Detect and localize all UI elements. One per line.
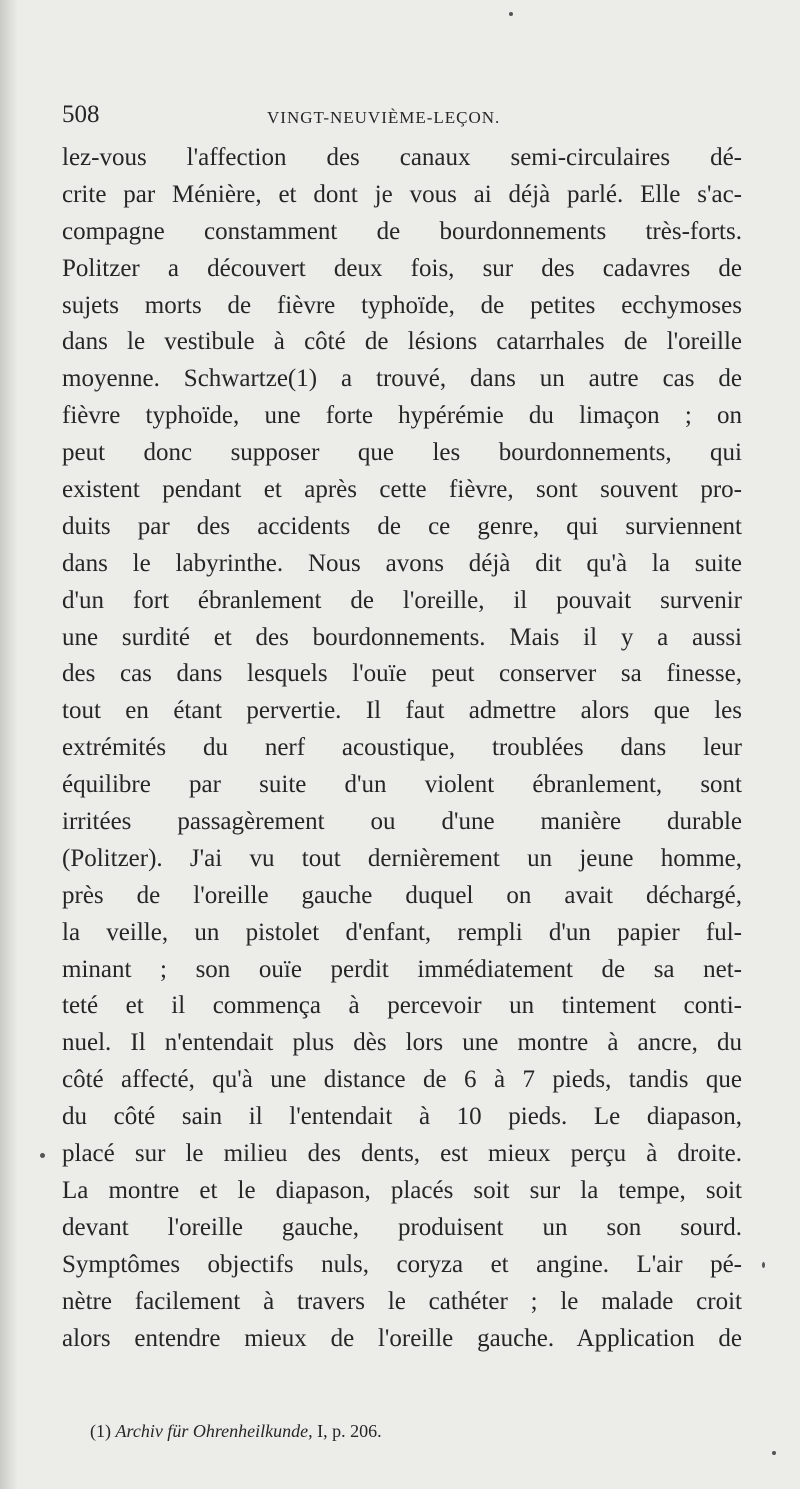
text-line: nuel. Il n'entendait plus dès lors une montre à ancre, du xyxy=(62,1029,742,1057)
text-line: Politzer a découvert deux fois, sur des cadavres de xyxy=(62,254,742,282)
text-line: dans le vestibule à côté de lésions catarrhales de l'oreille xyxy=(62,328,742,356)
text-line: La montre et le diapason, placés soit sur la tempe, soit xyxy=(62,1176,742,1204)
text-line: (Politzer). J'ai vu tout dernièrement un jeune homme, xyxy=(62,844,742,872)
text-line: minant ; son ouïe perdit immédiatement de sa net- xyxy=(62,955,742,983)
text-line: nètre facilement à travers le cathéter ; le malade croit xyxy=(62,1287,742,1315)
scan-speck xyxy=(762,1262,765,1268)
text-line: alors entendre mieux de l'oreille gauche. Application de xyxy=(62,1324,742,1352)
text-line: fièvre typhoïde, une forte hypérémie du limaçon ; on xyxy=(62,402,742,430)
page-number: 508 xyxy=(62,101,100,128)
text-line: irritées passagèrement ou d'une manière durable xyxy=(62,808,742,836)
text-line: sujets morts de fièvre typhoïde, de petites ecchymoses xyxy=(62,291,742,319)
text-line: placé sur le milieu des dents, est mieux perçu à droite. xyxy=(62,1140,742,1168)
footnote-reference: I, p. 206. xyxy=(317,1421,382,1441)
text-line: compagne constamment de bourdonnements très-forts. xyxy=(62,217,742,245)
text-line: existent pendant et après cette fièvre, sont souvent pro- xyxy=(62,476,742,504)
scan-speck xyxy=(772,1451,776,1455)
text-line: tout en étant pervertie. Il faut admettre alors que les xyxy=(62,697,742,725)
running-head: VINGT-NEUVIÈME-LEÇON. xyxy=(267,108,501,127)
text-line: extrémités du nerf acoustique, troublées dans leur xyxy=(62,734,742,762)
text-line: peut donc supposer que les bourdonnements, qui xyxy=(62,439,742,467)
text-line: teté et il commença à percevoir un tintement conti- xyxy=(62,992,742,1020)
page-binding-shadow xyxy=(0,0,18,1489)
text-line: une surdité et des bourdonnements. Mais il y a aussi xyxy=(62,623,742,651)
scan-speck xyxy=(40,1153,45,1158)
footnote-title: Archiv für Ohrenheilkunde, xyxy=(115,1421,313,1441)
text-line: devant l'oreille gauche, produisent un son sourd. xyxy=(62,1213,742,1241)
text-line: Symptômes objectifs nuls, coryza et angine. L'air pé- xyxy=(62,1250,742,1278)
text-line: d'un fort ébranlement de l'oreille, il pouvait survenir xyxy=(62,586,742,614)
footnote xyxy=(90,1418,382,1444)
text-line: côté affecté, qu'à une distance de 6 à 7 pieds, tandis que xyxy=(62,1066,742,1094)
text-line: équilibre par suite d'un violent ébranlement, sont xyxy=(62,771,742,799)
page-header xyxy=(62,98,742,132)
footnote-marker: (1) xyxy=(90,1421,111,1441)
text-line: duits par des accidents de ce genre, qui surviennent xyxy=(62,512,742,540)
text-line: dans le labyrinthe. Nous avons déjà dit qu'à la suite xyxy=(62,549,742,577)
text-line: du côté sain il l'entendait à 10 pieds. Le diapason, xyxy=(62,1103,742,1131)
text-line: près de l'oreille gauche duquel on avait déchargé, xyxy=(62,881,742,909)
text-line: moyenne. Schwartze(1) a trouvé, dans un autre cas de xyxy=(62,365,742,393)
text-line: la veille, un pistolet d'enfant, rempli d'un papier ful- xyxy=(62,918,742,946)
text-line: des cas dans lesquels l'ouïe peut conserver sa finesse, xyxy=(62,660,742,688)
text-line: crite par Ménière, et dont je vous ai déjà parlé. Elle s'ac- xyxy=(62,180,742,208)
body-text xyxy=(62,140,742,1357)
scan-speck xyxy=(509,12,513,16)
text-line: lez-vous l'affection des canaux semi-circulaires dé- xyxy=(62,144,742,171)
